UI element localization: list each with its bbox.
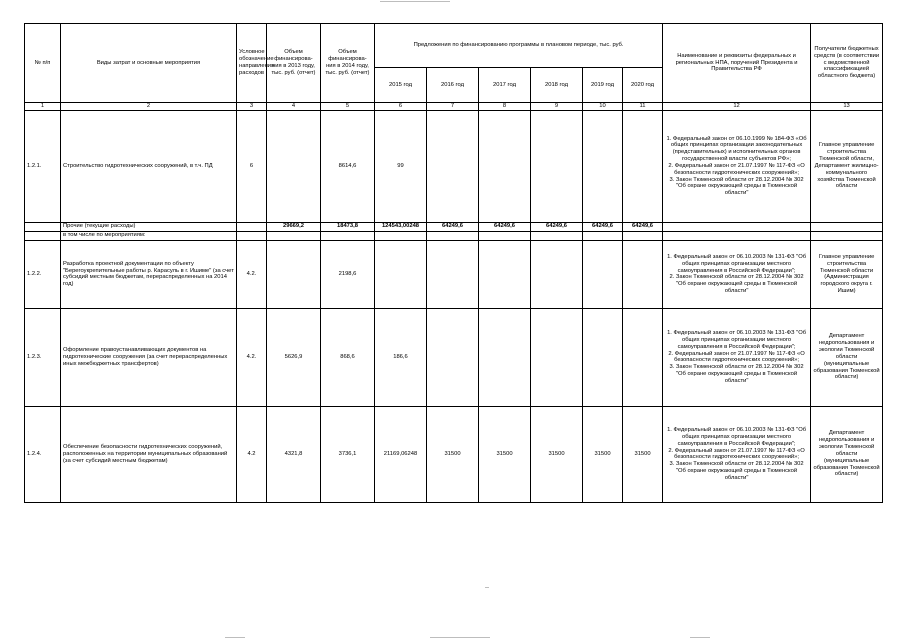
col-number: 8 xyxy=(479,103,531,111)
row-code: 6 xyxy=(237,110,267,222)
row-2016 xyxy=(427,308,479,406)
col-number: 4 xyxy=(267,103,321,111)
row-npa: 1. Федеральный закон от 06.10.2003 № 131-ФЗ "Об общих принципах организации местного самоуправления в Российской Федерации"; 2. Закон Тюменской области от 28.12.2004 № 302 "Об охране окружающей среды в Тюменской области" xyxy=(663,240,811,308)
row-2016: 64249,6 xyxy=(427,222,479,231)
col-number: 2 xyxy=(61,103,237,111)
row-2018 xyxy=(531,240,583,308)
row-code: 4.2. xyxy=(237,308,267,406)
table-row xyxy=(25,110,883,222)
empty-cell xyxy=(321,231,375,240)
header-year: 2018 год xyxy=(531,68,583,103)
empty-cell xyxy=(25,222,61,231)
row-2016 xyxy=(427,240,479,308)
column-numbers-row xyxy=(25,103,883,111)
row-2017: 64249,6 xyxy=(479,222,531,231)
header-code: Условное обозначение направления расходов xyxy=(237,24,267,103)
row-2020: 64249,6 xyxy=(623,222,663,231)
row-2020 xyxy=(623,308,663,406)
empty-cell xyxy=(811,231,883,240)
row-2019: 31500 xyxy=(583,406,623,502)
row-2019 xyxy=(583,308,623,406)
row-2017: 31500 xyxy=(479,406,531,502)
row-name: Оформление правоустанавливающих документов на гидротехнические сооружения (за счет перераспределенных иных межбюджетных трансфертов) xyxy=(61,308,237,406)
row-2016: 31500 xyxy=(427,406,479,502)
financing-table xyxy=(24,23,883,503)
header-recipients: Получатели бюджетных средств (в соответствии с ведомственной классификацией областного бюджета) xyxy=(811,24,883,103)
empty-cell xyxy=(237,222,267,231)
row-2020: 31500 xyxy=(623,406,663,502)
scan-artifact-top xyxy=(380,1,450,2)
row-name: Обеспечение безопасности гидротехнических сооружений, расположенных на территории муниципальных образований (за счет субсидий местным бюджетам) xyxy=(61,406,237,502)
row-v2013 xyxy=(267,240,321,308)
header-year: 2019 год xyxy=(583,68,623,103)
header-types: Виды затрат и основные мероприятия xyxy=(61,24,237,103)
row-npa: 1. Федеральный закон от 06.10.1999 № 184-ФЗ «Об общих принципах организации законодательных (представительных) и исполнительных органов государственной власти субъектов РФ»; 2. Федеральный закон от 21.07.1997 № 117-ФЗ «О безопасности гидротехнических сооружений»; 3. Закон Тюменской области от 28.12.2004 № 302 "Об охране окружающей среды в Тюменской области" xyxy=(663,110,811,222)
empty-cell xyxy=(479,231,531,240)
row-v2013: 29669,2 xyxy=(267,222,321,231)
row-2019 xyxy=(583,110,623,222)
row-num: 1.2.1. xyxy=(25,110,61,222)
row-num: 1.2.4. xyxy=(25,406,61,502)
row-2018 xyxy=(531,110,583,222)
row-num: 1.2.3. xyxy=(25,308,61,406)
row-recipient: Департамент недропользования и экологии Тюменской области (муниципальные образования Тюменской области) xyxy=(811,406,883,502)
row-2019: 64249,6 xyxy=(583,222,623,231)
scan-artifact-bottom-left xyxy=(225,637,245,638)
header-volume-2013: Объем финансирова- ния в 2013 году, тыс. руб. (отчет) xyxy=(267,24,321,103)
row-2017 xyxy=(479,308,531,406)
scan-artifact-bottom-mid xyxy=(430,637,490,638)
empty-cell xyxy=(237,231,267,240)
row-2017 xyxy=(479,110,531,222)
col-number: 11 xyxy=(623,103,663,111)
header-year: 2016 год xyxy=(427,68,479,103)
row-name: в том числе по мероприятиям: xyxy=(61,231,237,240)
col-number: 10 xyxy=(583,103,623,111)
table-row-including xyxy=(25,231,883,240)
table-row xyxy=(25,240,883,308)
empty-cell xyxy=(623,231,663,240)
header-npa: Наименование и реквизиты федеральных и региональных НПА, поручений Президента и Правительства РФ xyxy=(663,24,811,103)
row-2018: 64249,6 xyxy=(531,222,583,231)
row-name: Прочие (текущие расходы) xyxy=(61,222,237,231)
col-number: 7 xyxy=(427,103,479,111)
header-volume-2014: Объем финансирова- ния в 2014 году, тыс. руб. (отчет) xyxy=(321,24,375,103)
row-v2014: 2198,6 xyxy=(321,240,375,308)
empty-cell xyxy=(663,231,811,240)
row-2015: 21169,06248 xyxy=(375,406,427,502)
row-recipient: Главное управление строительства Тюменской области, Департамент жилищно-коммунального хозяйства Тюменской области xyxy=(811,110,883,222)
empty-cell xyxy=(267,231,321,240)
row-name: Разработка проектной документации по объекту "Берегоукрепительные работы р. Карасуль в г. Ишиме" (за счет субсидий местным бюджетам, перераспределенных на 2014 год) xyxy=(61,240,237,308)
header-row-1 xyxy=(25,24,883,68)
row-2020 xyxy=(623,110,663,222)
row-v2013 xyxy=(267,110,321,222)
col-number: 3 xyxy=(237,103,267,111)
row-v2014: 868,6 xyxy=(321,308,375,406)
col-number: 9 xyxy=(531,103,583,111)
row-npa: 1. Федеральный закон от 06.10.2003 № 131-ФЗ "Об общих принципах организации местного самоуправления в Российской Федерации"; 2. Федеральный закон от 21.07.1997 № 117-ФЗ «О безопасности гидротехнических сооружений»; 3. Закон Тюменской области от 28.12.2004 № 302 "Об охране окружающей среды в Тюменской области" xyxy=(663,308,811,406)
row-v2014: 3736,1 xyxy=(321,406,375,502)
table-row xyxy=(25,406,883,502)
row-code: 4.2 xyxy=(237,406,267,502)
header-year: 2015 год xyxy=(375,68,427,103)
row-2018 xyxy=(531,308,583,406)
empty-cell xyxy=(375,231,427,240)
row-num: 1.2.2. xyxy=(25,240,61,308)
row-2015 xyxy=(375,240,427,308)
table-row-other xyxy=(25,222,883,231)
row-2015: 186,6 xyxy=(375,308,427,406)
header-proposals: Предложения по финансированию программы в плановом периоде, тыс. руб. xyxy=(375,24,663,68)
row-2016 xyxy=(427,110,479,222)
col-number: 6 xyxy=(375,103,427,111)
row-recipient: Департамент недропользования и экологии Тюменской области (муниципальные образования Тюменской области) xyxy=(811,308,883,406)
row-npa: 1. Федеральный закон от 06.10.2003 № 131-ФЗ "Об общих принципах организации местного самоуправления в Российской Федерации"; 2. Федеральный закон от 21.07.1997 № 117-ФЗ «О безопасности гидротехнических сооружений»; 3. Закон Тюменской области от 28.12.2004 № 302 "Об охране окружающей среды в Тюменской области" xyxy=(663,406,811,502)
row-2018: 31500 xyxy=(531,406,583,502)
header-year: 2017 год xyxy=(479,68,531,103)
scan-artifact-dot xyxy=(485,587,489,588)
row-name: Строительство гидротехнических сооружений, в т.ч. ПД xyxy=(61,110,237,222)
row-2020 xyxy=(623,240,663,308)
empty-cell xyxy=(663,222,811,231)
header-num: № п/п xyxy=(25,24,61,103)
empty-cell xyxy=(427,231,479,240)
row-2019 xyxy=(583,240,623,308)
col-number: 12 xyxy=(663,103,811,111)
row-recipient: Главное управление строительства Тюменской области (Администрация городского округа г. Ишим) xyxy=(811,240,883,308)
row-2015: 99 xyxy=(375,110,427,222)
empty-cell xyxy=(25,231,61,240)
table-row xyxy=(25,308,883,406)
scan-artifact-bottom-right xyxy=(690,637,710,638)
row-v2013: 5626,9 xyxy=(267,308,321,406)
row-v2014: 8614,6 xyxy=(321,110,375,222)
col-number: 13 xyxy=(811,103,883,111)
header-year: 2020 год xyxy=(623,68,663,103)
col-number: 1 xyxy=(25,103,61,111)
empty-cell xyxy=(583,231,623,240)
row-code: 4.2. xyxy=(237,240,267,308)
empty-cell xyxy=(811,222,883,231)
row-2017 xyxy=(479,240,531,308)
col-number: 5 xyxy=(321,103,375,111)
row-2015: 124543,00248 xyxy=(375,222,427,231)
row-v2014: 18473,8 xyxy=(321,222,375,231)
empty-cell xyxy=(531,231,583,240)
row-v2013: 4321,8 xyxy=(267,406,321,502)
